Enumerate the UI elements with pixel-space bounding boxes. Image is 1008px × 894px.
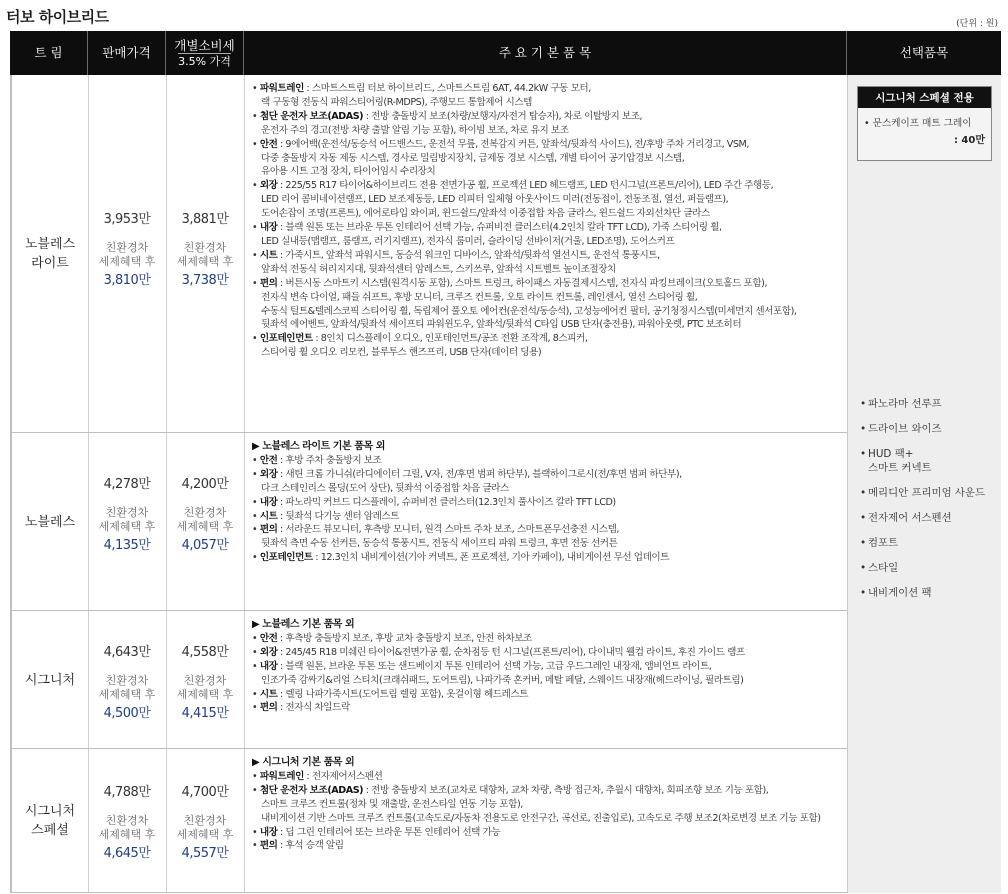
feature-text: : 서라운드 뷰모니터, 후측방 모니터, 원격 스마트 주차 보조, 스마트폰무선충전 시스템,: [277, 524, 620, 536]
feature-text: 인조가죽 감싸기&리얼 스티치(크래쉬패드, 도어트림), 나파가죽 혼커버, 메탈 페달, 스웨이드 내장재(헤드라이닝, 필라트림): [261, 674, 744, 686]
column-divider: [88, 749, 89, 893]
tax-price-value: 3,881만: [181, 212, 229, 227]
feature-category: 시트: [259, 688, 278, 700]
tax-price-value: 4,700만: [181, 785, 229, 800]
feature-text: : 후석 승객 알림: [277, 840, 344, 852]
option-item: [860, 536, 1000, 550]
feature-line: [252, 784, 847, 798]
price-table: [10, 31, 1001, 893]
feature-text: : 전자식 차일드락: [277, 702, 350, 714]
feature-text: 다크 스테인리스 몰딩(도어 상단), 뒷좌석 이중접합 차음 글라스: [261, 482, 509, 494]
header-features: 주 요 기 본 품 목: [244, 31, 847, 75]
feature-text: : 딥 그린 인테리어 또는 브라운 투톤 인테리어 선택 가능: [277, 826, 501, 838]
feature-category: 시트: [259, 249, 278, 261]
trim-name: 노블레스 라이트: [10, 75, 88, 433]
feature-category: 첨단 운전자 보조(ADAS): [259, 110, 364, 122]
bullet: •: [252, 277, 260, 289]
feature-group-heading: ▶ 노블레스 라이트 기본 품목 외: [252, 441, 385, 452]
bullet: •: [252, 770, 260, 782]
option-label: 드라이브 와이즈: [868, 423, 942, 435]
feature-text: : 버튼시동 스마트키 시스템(원격시동 포함), 스마트 트렁크, 하이패스 자동결제시스템, 전자식 파킹브레이크(오토홀드 포함),: [277, 277, 768, 289]
bullet: •: [252, 83, 260, 94]
feature-line: [252, 537, 847, 551]
header-options: 선택품목: [899, 45, 949, 60]
feature-line: [252, 632, 847, 646]
feature-text: : 8인치 디스플레이 오디오, 인포테인먼트/공조 전환 조작계, 8스피커,: [312, 333, 588, 345]
feature-line: [252, 110, 847, 124]
tax-price-value: 4,200만: [181, 477, 229, 492]
bullet: •: [252, 660, 260, 672]
option-label: 전자제어 서스펜션: [868, 512, 952, 524]
feature-category: 내장: [259, 222, 278, 234]
feature-text: 수동식 틸트&텔레스코픽 스티어링 휠, 독립제어 풀오토 에어컨(운전석/동승석), 고성능에어컨 필터, 공기청정시스템(미세먼지 센서포함),: [261, 305, 797, 317]
feature-line: [252, 770, 847, 784]
option-label: 스타일: [868, 562, 899, 574]
feature-group-heading: ▶ 시그니처 기본 품목 외: [252, 757, 355, 768]
sale-price-cell: [88, 473, 166, 553]
feature-line: [252, 440, 847, 454]
trim-name: 시그니처 스페셜: [10, 749, 88, 893]
column-divider: [88, 611, 89, 749]
sale-price-cell: [88, 641, 166, 721]
tax-price-cell: [166, 781, 244, 861]
feature-line: [252, 138, 847, 152]
feature-line: [252, 221, 847, 235]
signature-special-price: : 40만: [953, 135, 985, 146]
bullet: •: [252, 826, 260, 838]
bullet: •: [252, 510, 260, 522]
bullet: •: [860, 537, 867, 549]
feature-line: [252, 839, 847, 853]
tax-price-cell: [166, 641, 244, 721]
trim-row: [10, 75, 847, 433]
option-item: [860, 486, 1000, 500]
bullet: •: [252, 840, 260, 852]
option-list: [860, 397, 1000, 611]
feature-line: [252, 318, 847, 332]
feature-text: : 새틴 크롬 가니쉬(라디에이터 그릴, V자, 전/후면 범퍼 하단부), 블랙하이그로시(전/후면 범퍼 하단부),: [277, 468, 682, 480]
feature-category: 내장: [259, 496, 278, 508]
feature-text: : 뒷좌석 다기능 센터 암레스트: [277, 510, 400, 522]
feature-category: 외장: [259, 180, 278, 192]
tax-price-after-benefit: 4,557만: [181, 846, 229, 861]
bullet: •: [252, 784, 260, 796]
row-divider: [10, 892, 847, 893]
feature-line: [252, 826, 847, 840]
feature-line: [252, 179, 847, 193]
column-divider: [244, 75, 245, 433]
bullet: •: [860, 487, 867, 499]
feature-line: [252, 551, 847, 565]
feature-category: 편의: [259, 840, 278, 852]
sale-price-after-benefit: 4,135만: [103, 538, 151, 553]
option-label: 파노라마 선루프: [868, 398, 942, 410]
tax-price-after-benefit: 3,738만: [181, 273, 229, 288]
feature-text: : 225/55 R17 타이어&하이브리드 전용 전면가공 휠, 프로젝션 LED 헤드램프, LED 턴시그널(프론트/리어), LED 주간 주행등,: [277, 180, 774, 192]
feature-category: 내장: [259, 826, 278, 838]
feature-category: 편의: [259, 524, 278, 536]
feature-line: [252, 701, 847, 715]
feature-category: 안전: [259, 632, 278, 644]
feature-category: 편의: [259, 277, 278, 289]
feature-list: [244, 75, 847, 360]
sale-price-value: 4,643만: [103, 645, 151, 660]
bullet: •: [252, 632, 260, 644]
feature-list: [244, 611, 847, 715]
bullet: •: [860, 512, 867, 524]
feature-line: [252, 346, 847, 360]
signature-special-title: 시그니처 스페셜 전용: [858, 87, 991, 108]
sale-price-after-benefit: 4,645만: [103, 846, 151, 861]
feature-line: [252, 277, 847, 291]
option-label: 메리디안 프리미엄 사운드: [868, 487, 986, 499]
feature-list: [244, 433, 847, 565]
signature-special-item: • 문스케이프 매트 그레이: [864, 118, 972, 129]
eco-benefit-label: 친환경차 세제혜택 후: [176, 506, 234, 533]
option-label: 컴포트: [868, 537, 899, 549]
bullet: •: [252, 180, 260, 192]
feature-line: [252, 674, 847, 688]
column-divider: [88, 75, 89, 433]
feature-text: LED 실내등(맵램프, 룸램프, 러기지램프), 전자식 룸미러, 슬라이딩 선바이저(거울, LED조명), 도어스커프: [261, 235, 675, 247]
feature-line: [252, 263, 847, 277]
feature-line: [252, 468, 847, 482]
feature-text: : 245/45 R18 미쉐린 타이어&전면가공 휠, 순차점등 턴 시그널(프론트/리어), 다이내믹 웰컴 라이트, 후진 가이드 램프: [277, 646, 745, 658]
trim-name: 노블레스: [10, 433, 88, 611]
options-column: [847, 75, 1001, 893]
trim-row: [10, 611, 847, 749]
bullet: •: [252, 333, 260, 345]
column-divider: [244, 611, 245, 749]
feature-line: [252, 618, 847, 632]
tax-price-after-benefit: 4,415만: [181, 706, 229, 721]
feature-line: [252, 646, 847, 660]
feature-text: : 파노라믹 커브드 디스플레이, 슈퍼비전 클러스터(12.3인치 풀사이즈 칼라 TFT LCD): [277, 496, 616, 508]
feature-text: : 블랙 원톤, 브라운 투톤 또는 샌드베이지 투톤 인테리어 선택 가능, 고급 우드그레인 내장재, 앰비언트 라이트,: [277, 660, 712, 672]
feature-text: : 스마트스트림 터보 하이브리드, 스마트스트림 6AT, 44.2kW 구동 모터,: [303, 83, 591, 94]
table-header: [10, 31, 1001, 75]
feature-line: [252, 82, 847, 96]
option-item: [860, 561, 1000, 575]
feature-line: [252, 756, 847, 770]
feature-text: : 전자제어서스펜션: [303, 770, 383, 782]
option-label: 내비게이션 팩: [868, 587, 932, 599]
bullet: •: [252, 646, 260, 658]
feature-text: : 블랙 원톤 또는 브라운 투톤 인테리어 선택 가능, 슈퍼비전 클러스터(4.2인치 칼라 TFT LCD), 가죽 스티어링 휠,: [277, 222, 722, 234]
header-trim: 트 림: [10, 31, 88, 75]
sale-price-after-benefit: 4,500만: [103, 706, 151, 721]
feature-line: [252, 152, 847, 166]
tax-price-cell: [166, 208, 244, 288]
feature-text: 랙 구동형 전동식 파워스티어링(R-MDPS), 주행모드 통합제어 시스템: [261, 96, 532, 108]
feature-category: 편의: [259, 702, 278, 714]
bullet: •: [252, 110, 260, 122]
feature-category: 파워트레인: [259, 770, 304, 782]
feature-text: 스티어링 휠 오디오 리모컨, 블루투스 핸즈프리, USB 단자(데이터 딩용): [261, 347, 542, 359]
column-divider: [166, 433, 167, 611]
option-item: [860, 397, 1000, 411]
bullet: •: [860, 562, 867, 574]
feature-line: [252, 193, 847, 207]
trim-name: 시그니처: [10, 611, 88, 749]
feature-list: [244, 749, 847, 853]
feature-line: [252, 305, 847, 319]
bullet: •: [860, 398, 867, 410]
column-divider: [244, 749, 245, 893]
feature-category: 안전: [259, 454, 278, 466]
bullet: •: [252, 222, 260, 234]
feature-text: 뒷좌석 에어벤트, 앞좌석/뒷좌석 세이프티 파워윈도우, 앞좌석/뒷좌석 C타입 USB 단자(충전용), 파워아웃렛, PTC 보조히터: [261, 319, 742, 331]
header-tax-price: 개별소비세 3.5% 가격: [166, 31, 244, 75]
feature-line: [252, 235, 847, 249]
bullet: •: [252, 249, 260, 261]
bullet: •: [252, 688, 260, 700]
tax-price-after-benefit: 4,057만: [181, 538, 229, 553]
bullet: •: [252, 552, 260, 564]
eco-benefit-label: 친환경차 세제혜택 후: [98, 814, 156, 841]
option-item: [860, 447, 1000, 475]
feature-text: 유아용 시트 고정 장치, 타이어임시 수리장치: [261, 166, 436, 178]
column-divider: [88, 433, 89, 611]
feature-category: 인포테인먼트: [259, 552, 313, 564]
feature-line: [252, 249, 847, 263]
feature-text: : 후방 주차 충돌방지 보조: [277, 454, 382, 466]
feature-text: 다중 충돌방지 자동 제동 시스템, 경사로 밀림방지장치, 급제동 경보 시스템, 개별 타이어 공기압경보 시스템,: [261, 152, 685, 164]
bullet: •: [252, 702, 260, 714]
option-item: [860, 511, 1000, 525]
feature-text: : 12.3인치 내비게이션(기아 커넥트, 폰 프로젝션, 기아 카페이), 내비게이션 무선 업데이트: [312, 552, 670, 564]
feature-line: [252, 482, 847, 496]
column-divider: [166, 611, 167, 749]
feature-line: [252, 291, 847, 305]
bullet: •: [252, 468, 260, 480]
feature-line: [252, 688, 847, 702]
bullet: •: [252, 138, 260, 150]
tax-price-value: 4,558만: [181, 645, 229, 660]
sale-price-value: 4,788만: [103, 785, 151, 800]
feature-line: [252, 523, 847, 537]
eco-benefit-label: 친환경차 세제혜택 후: [98, 674, 156, 701]
feature-category: 파워트레인: [259, 83, 304, 94]
eco-benefit-label: 친환경차 세제혜택 후: [98, 506, 156, 533]
trim-row: [10, 749, 847, 893]
feature-text: 뒷좌석 측면 수동 선커튼, 동승석 통풍시트, 전동식 세이프티 파워 트렁크, 후면 전동 선커튼: [261, 538, 618, 550]
feature-group-heading: ▶ 노블레스 기본 품목 외: [252, 619, 355, 630]
feature-text: : 후측방 충돌방지 보조, 후방 교차 충돌방지 보조, 안전 하차보조: [277, 632, 532, 644]
feature-text: : 가죽시트, 앞좌석 파워시트, 동승석 워크인 디바이스, 앞좌석/뒷좌석 열선시트, 운전석 통풍시트,: [277, 249, 660, 261]
feature-text: 전자식 변속 다이얼, 패들 쉬프트, 후방 모니터, 크루즈 컨트롤, 오토 라이트 컨트롤, 레인센서, 열선 스티어링 휠,: [261, 291, 698, 303]
feature-line: [252, 660, 847, 674]
bullet: •: [860, 448, 867, 460]
unit-note: (단위 : 원): [956, 19, 998, 29]
feature-text: : 9에어백(운전석/동승석 어드밴스드, 운전석 무릎, 전복감지 커튼, 앞좌석/뒷좌석 사이드), 전/후방 주차 거리경고, VSM,: [277, 138, 749, 150]
bullet: •: [860, 587, 867, 599]
trim-row: [10, 433, 847, 611]
option-item: [860, 586, 1000, 600]
feature-category: 외장: [259, 646, 278, 658]
feature-line: [252, 454, 847, 468]
sale-price-value: 4,278만: [103, 477, 151, 492]
feature-category: 외장: [259, 468, 278, 480]
feature-line: [252, 812, 847, 826]
bullet: •: [252, 454, 260, 466]
sale-price-after-benefit: 3,810만: [103, 273, 151, 288]
feature-category: 안전: [259, 138, 278, 150]
signature-special-box: [857, 86, 992, 161]
bullet: •: [252, 524, 260, 536]
feature-text: : 전방 충돌방지 보조(교차로 대향차, 교차 차량, 측방 접근차, 추월시 대향차, 회피조향 보조 기능 포함),: [363, 784, 769, 796]
feature-text: 스마트 크루즈 컨트롤(정차 및 재출발, 운전스타일 연동 기능 포함),: [261, 798, 523, 810]
feature-line: [252, 798, 847, 812]
feature-category: 시트: [259, 510, 278, 522]
feature-line: [252, 124, 847, 138]
feature-line: [252, 332, 847, 346]
bullet: •: [860, 423, 867, 435]
feature-category: 첨단 운전자 보조(ADAS): [259, 784, 364, 796]
sale-price-value: 3,953만: [103, 212, 151, 227]
feature-line: [252, 496, 847, 510]
column-divider: [166, 749, 167, 893]
sale-price-cell: [88, 208, 166, 288]
feature-line: [252, 510, 847, 524]
feature-text: 내비게이션 기반 스마트 크루즈 컨트롤(고속도로/자동차 전용도로 안전구간, 곡선로, 진출입로), 고속도로 주행 보조2(차로변경 보조 기능 포함): [261, 812, 821, 824]
eco-benefit-label: 친환경차 세제혜택 후: [176, 241, 234, 268]
option-label: HUD 팩+ 스마트 커넥트: [868, 448, 932, 474]
feature-line: [252, 96, 847, 110]
feature-text: : 전방 충돌방지 보조(차량/보행자/자전거 탑승자), 차로 이탈방지 보조,: [363, 110, 643, 122]
feature-line: [252, 165, 847, 179]
bullet: •: [252, 496, 260, 508]
column-divider: [244, 433, 245, 611]
feature-text: 운전자 주의 경고(전방 차량 출발 알림 기능 포함), 하이빔 보조, 차로 유지 보조: [261, 124, 569, 136]
feature-text: : 렐링 나파가죽시트(도어트림 렐링 포함), 옷걸이형 헤드레스트: [277, 688, 529, 700]
feature-text: 앞좌석 전동식 허리지지대, 뒷좌석센터 암레스트, 스키쓰루, 앞좌석 시트벨트 높이조절장치: [261, 263, 616, 275]
option-item: [860, 422, 1000, 436]
eco-benefit-label: 친환경차 세제혜택 후: [176, 814, 234, 841]
header-price: 판매가격: [88, 31, 166, 75]
feature-line: [252, 207, 847, 221]
column-divider: [166, 75, 167, 433]
eco-benefit-label: 친환경차 세제혜택 후: [176, 674, 234, 701]
feature-category: 내장: [259, 660, 278, 672]
feature-text: 도어손잡이 조명(프론트), 에어로타입 와이퍼, 윈드쉴드/앞좌석 이중접합 차음 글라스, 윈드쉴드 자외선차단 글라스: [261, 208, 710, 220]
feature-text: LED 리어 콤비네이션램프, LED 보조제동등, LED 리피터 일체형 아웃사이드 미러(전동접이, 전동조절, 열선, 퍼들램프),: [261, 194, 729, 206]
sale-price-cell: [88, 781, 166, 861]
eco-benefit-label: 친환경차 세제혜택 후: [98, 241, 156, 268]
page-title: 터보 하이브리드: [6, 8, 109, 26]
tax-price-cell: [166, 473, 244, 553]
feature-category: 인포테인먼트: [259, 333, 313, 345]
